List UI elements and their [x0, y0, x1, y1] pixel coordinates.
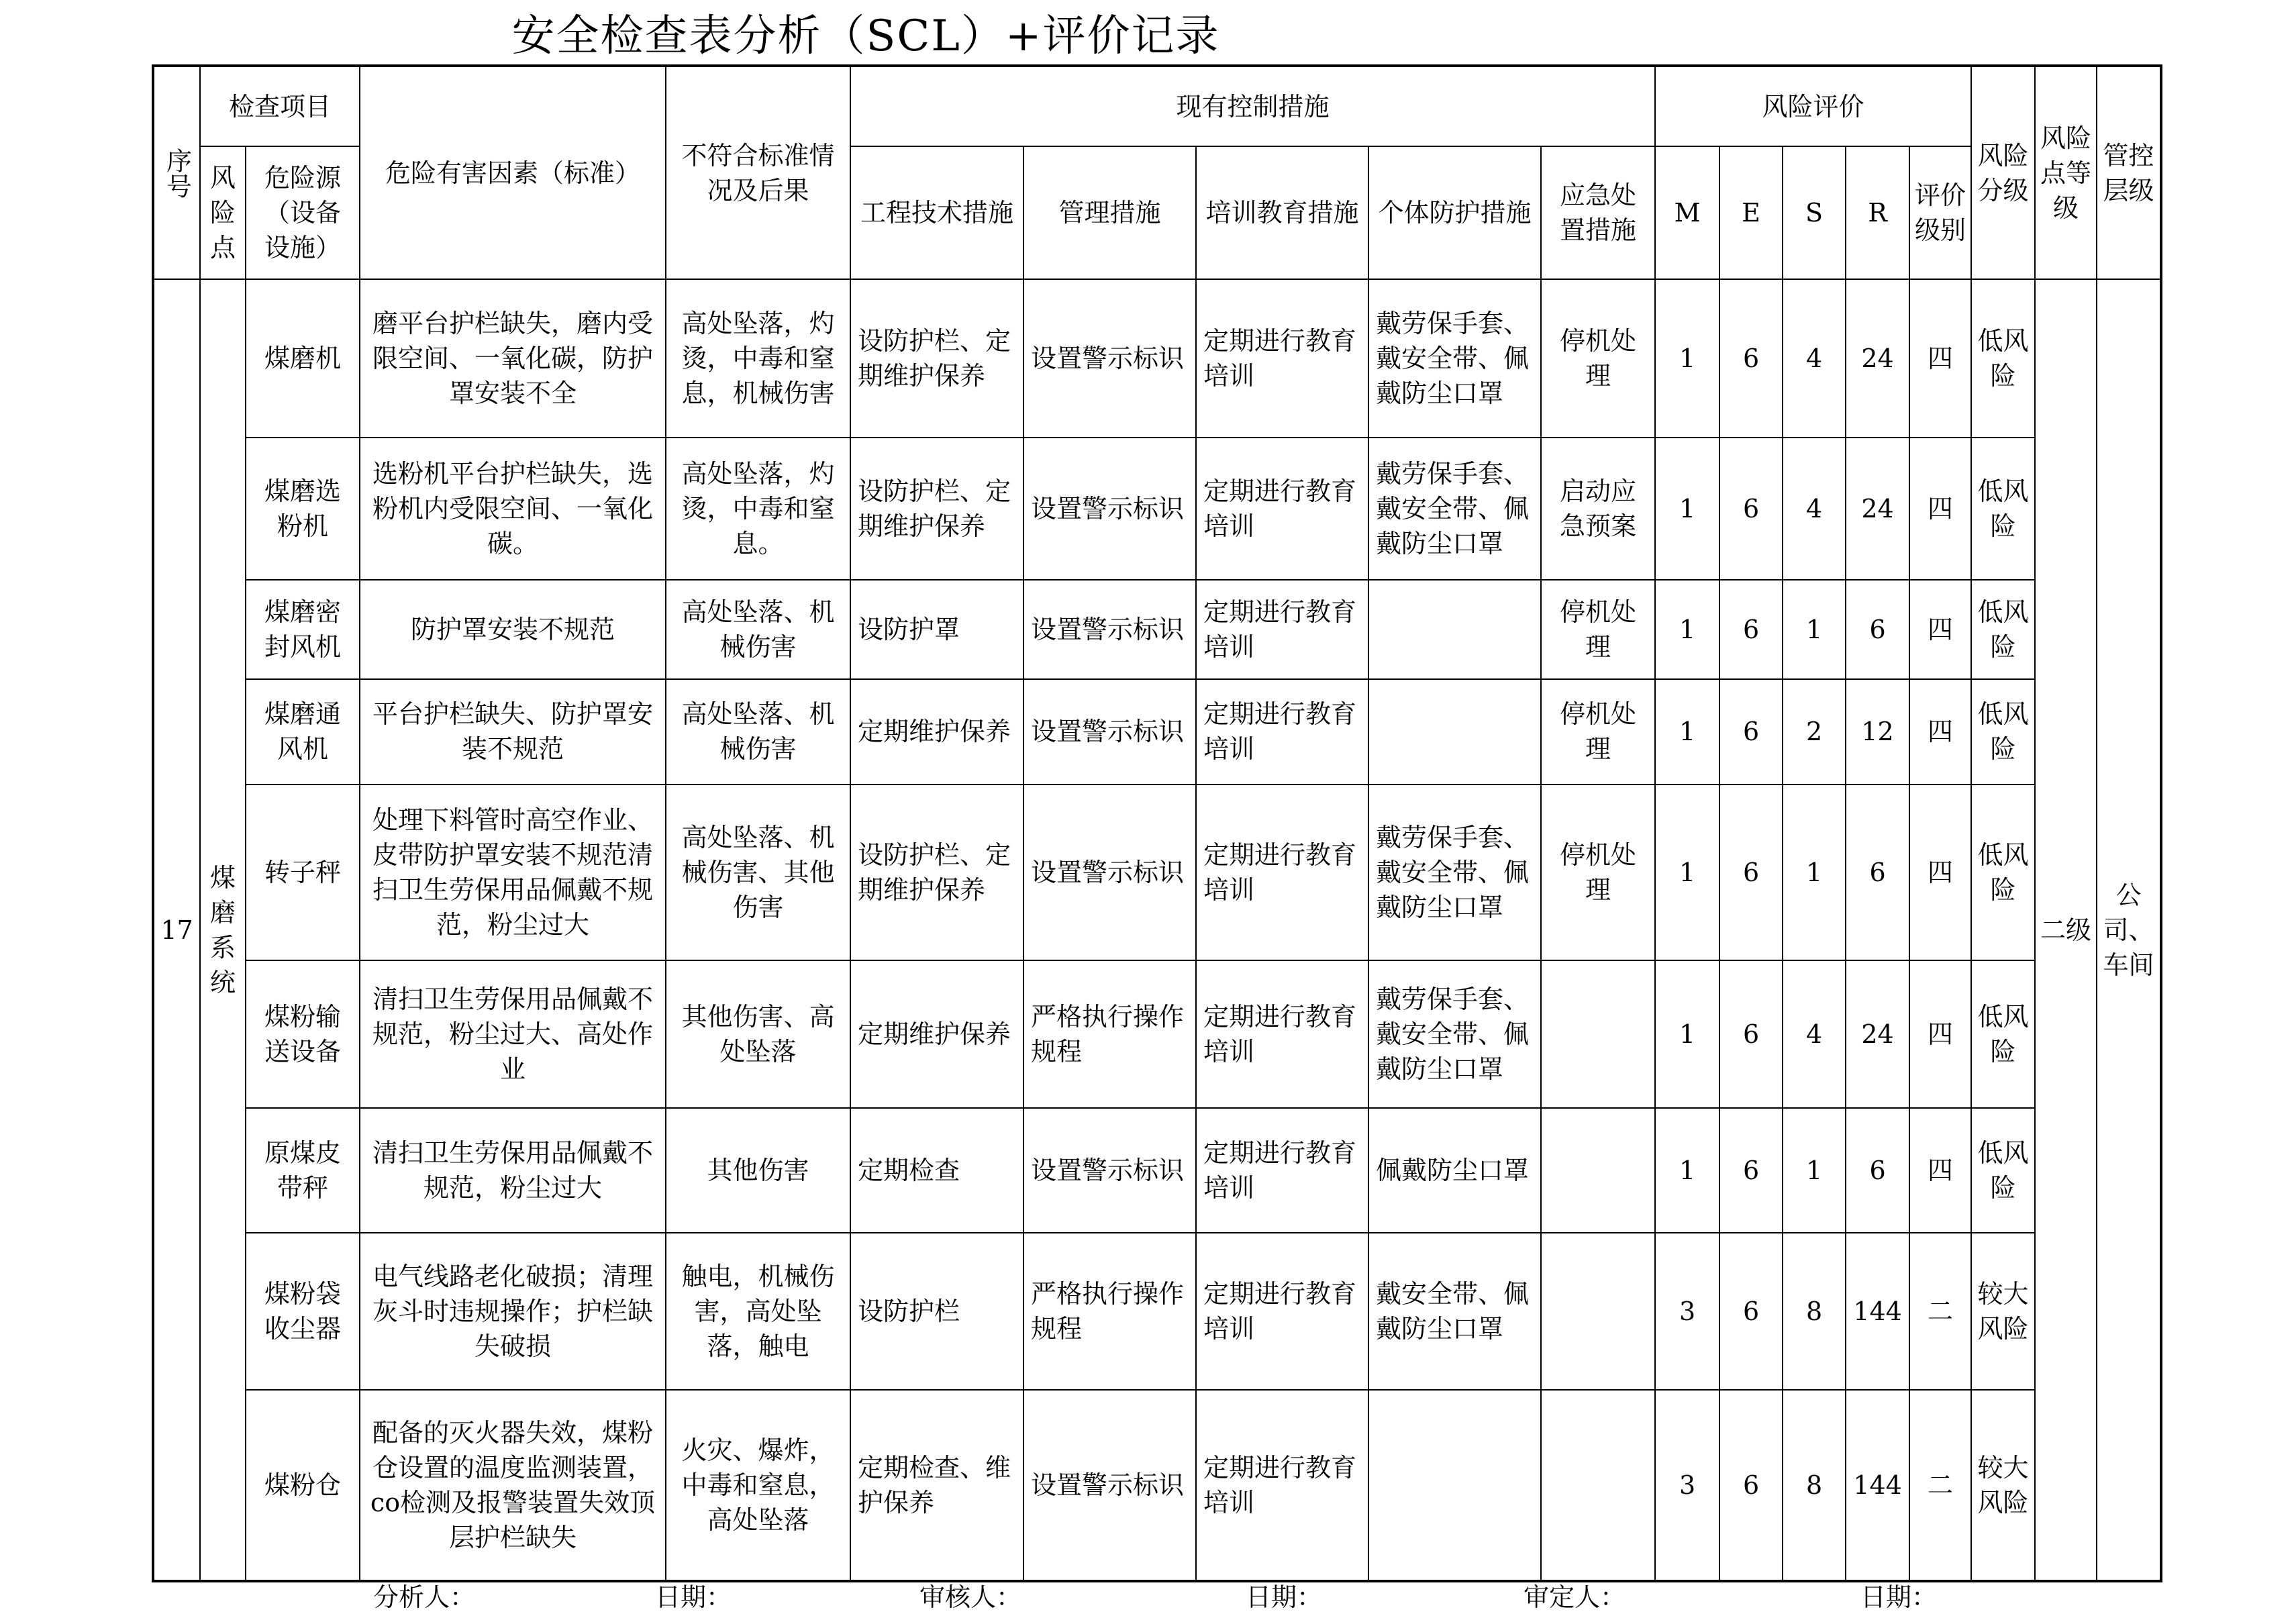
engineering-cell: 设防护罩: [850, 580, 1024, 678]
management-cell: 设置警示标识: [1024, 279, 1196, 438]
emergency-cell: [1541, 1108, 1655, 1233]
ppe-cell: [1368, 1390, 1541, 1581]
training-cell: 定期进行教育培训: [1196, 679, 1368, 785]
hazard-factor-cell: 平台护栏缺失、防护罩安装不规范: [360, 679, 666, 785]
table-row: [153, 1390, 2161, 1581]
header-nonconformity: 不符合标准情况及后果: [666, 66, 850, 279]
engineering-cell: 定期维护保养: [850, 960, 1024, 1108]
hazard-source-cell: 原煤皮带秤: [246, 1108, 360, 1233]
engineering-cell: 定期检查: [850, 1108, 1024, 1233]
s-cell: 1: [1783, 580, 1846, 678]
e-cell: 6: [1719, 785, 1783, 960]
e-cell: 6: [1719, 279, 1783, 438]
training-cell: 定期进行教育培训: [1196, 1108, 1368, 1233]
table-row: [153, 438, 2161, 580]
hazard-factor-cell: 配备的灭火器失效，煤粉仓设置的温度监测装置，co检测及报警装置失效顶层护栏缺失: [360, 1390, 666, 1581]
m-cell: 3: [1655, 1233, 1719, 1390]
emergency-cell: [1541, 960, 1655, 1108]
emergency-cell: 停机处理: [1541, 279, 1655, 438]
table-row: [153, 679, 2161, 785]
management-cell: 设置警示标识: [1024, 580, 1196, 678]
ppe-cell: 戴劳保手套、戴安全带、佩戴防尘口罩: [1368, 960, 1541, 1108]
r-cell: 24: [1846, 279, 1909, 438]
e-cell: 6: [1719, 1108, 1783, 1233]
header-engineering: 工程技术措施: [850, 146, 1024, 279]
training-cell: 定期进行教育培训: [1196, 960, 1368, 1108]
s-cell: 8: [1783, 1390, 1846, 1581]
header-e: E: [1719, 146, 1783, 279]
risk-grade-cell: 低风险: [1971, 1108, 2035, 1233]
footer-date-1: 日期：: [655, 1582, 732, 1612]
training-cell: 定期进行教育培训: [1196, 580, 1368, 678]
s-cell: 4: [1783, 279, 1846, 438]
header-training: 培训教育措施: [1196, 146, 1368, 279]
m-cell: 1: [1655, 438, 1719, 580]
header-r: R: [1846, 146, 1909, 279]
scl-table: [152, 64, 2162, 1582]
engineering-cell: 设防护栏、定期维护保养: [850, 279, 1024, 438]
consequence-cell: 高处坠落、机械伤害: [666, 679, 850, 785]
e-cell: 6: [1719, 1390, 1783, 1581]
m-cell: 3: [1655, 1390, 1719, 1581]
consequence-cell: 触电，机械伤害，高处坠落，触电: [666, 1233, 850, 1390]
r-cell: 24: [1846, 960, 1909, 1108]
table-row: [153, 279, 2161, 438]
hazard-source-cell: 煤磨机: [246, 279, 360, 438]
hazard-source-cell: 煤磨密封风机: [246, 580, 360, 678]
header-ppe: 个体防护措施: [1368, 146, 1541, 279]
header-risk-grade: 风险分级: [1971, 66, 2035, 279]
m-cell: 1: [1655, 580, 1719, 678]
header-management: 管理措施: [1024, 146, 1196, 279]
e-cell: 6: [1719, 679, 1783, 785]
emergency-cell: 停机处理: [1541, 679, 1655, 785]
emergency-cell: 启动应急预案: [1541, 438, 1655, 580]
eval-level-cell: 四: [1909, 785, 1971, 960]
hazard-source-cell: 煤粉输送设备: [246, 960, 360, 1108]
risk-grade-cell: 低风险: [1971, 279, 2035, 438]
hazard-source-cell: 转子秤: [246, 785, 360, 960]
table-row: [153, 960, 2161, 1108]
hazard-factor-cell: 选粉机平台护栏缺失，选粉机内受限空间、一氧化碳。: [360, 438, 666, 580]
footer-approver: 审定人：: [1524, 1582, 1626, 1612]
m-cell: 1: [1655, 679, 1719, 785]
table-row: [153, 580, 2161, 678]
s-cell: 4: [1783, 960, 1846, 1108]
header-hazard-factor: 危险有害因素（标准）: [360, 66, 666, 279]
training-cell: 定期进行教育培训: [1196, 1233, 1368, 1390]
s-cell: 1: [1783, 785, 1846, 960]
training-cell: 定期进行教育培训: [1196, 279, 1368, 438]
hazard-source-cell: 煤粉仓: [246, 1390, 360, 1581]
hazard-factor-cell: 清扫卫生劳保用品佩戴不规范，粉尘过大: [360, 1108, 666, 1233]
emergency-cell: [1541, 1390, 1655, 1581]
header-control-level: 管控层级: [2097, 66, 2161, 279]
m-cell: 1: [1655, 785, 1719, 960]
s-cell: 4: [1783, 438, 1846, 580]
e-cell: 6: [1719, 960, 1783, 1108]
eval-level-cell: 四: [1909, 580, 1971, 678]
risk-grade-cell: 较大风险: [1971, 1233, 2035, 1390]
signature-footer: [0, 1578, 2296, 1616]
hazard-source-cell: 煤磨选粉机: [246, 438, 360, 580]
ppe-cell: 戴劳保手套、戴安全带、佩戴防尘口罩: [1368, 279, 1541, 438]
risk-grade-cell: 低风险: [1971, 960, 2035, 1108]
engineering-cell: 定期维护保养: [850, 679, 1024, 785]
hazard-source-cell: 煤磨通风机: [246, 679, 360, 785]
hazard-factor-cell: 磨平台护栏缺失，磨内受限空间、一氧化碳，防护罩安装不全: [360, 279, 666, 438]
header-seq: 序号: [153, 66, 200, 279]
e-cell: 6: [1719, 1233, 1783, 1390]
header-risk-eval: 风险评价: [1655, 66, 1971, 146]
r-cell: 24: [1846, 438, 1909, 580]
ppe-cell: 戴劳保手套、戴安全带、佩戴防尘口罩: [1368, 438, 1541, 580]
hazard-source-cell: 煤粉袋收尘器: [246, 1233, 360, 1390]
management-cell: 设置警示标识: [1024, 679, 1196, 785]
r-cell: 6: [1846, 1108, 1909, 1233]
header-check-item: 检查项目: [200, 66, 360, 146]
header-s: S: [1783, 146, 1846, 279]
consequence-cell: 高处坠落、机械伤害: [666, 580, 850, 678]
r-cell: 144: [1846, 1390, 1909, 1581]
s-cell: 8: [1783, 1233, 1846, 1390]
header-controls: 现有控制措施: [850, 66, 1655, 146]
hazard-factor-cell: 电气线路老化破损；清理灰斗时违规操作；护栏缺失破损: [360, 1233, 666, 1390]
engineering-cell: 定期检查、维护保养: [850, 1390, 1024, 1581]
engineering-cell: 设防护栏、定期维护保养: [850, 785, 1024, 960]
e-cell: 6: [1719, 438, 1783, 580]
s-cell: 2: [1783, 679, 1846, 785]
consequence-cell: 高处坠落，灼烫，中毒和窒息。: [666, 438, 850, 580]
ppe-cell: 戴劳保手套、戴安全带、佩戴防尘口罩: [1368, 785, 1541, 960]
risk-grade-cell: 较大风险: [1971, 1390, 2035, 1581]
engineering-cell: 设防护栏、定期维护保养: [850, 438, 1024, 580]
training-cell: 定期进行教育培训: [1196, 438, 1368, 580]
table-row: [153, 785, 2161, 960]
emergency-cell: 停机处理: [1541, 785, 1655, 960]
header-point-grade: 风险点等级: [2035, 66, 2097, 279]
r-cell: 6: [1846, 785, 1909, 960]
training-cell: 定期进行教育培训: [1196, 785, 1368, 960]
consequence-cell: 高处坠落、机械伤害、其他伤害: [666, 785, 850, 960]
header-risk-point: 风险点: [200, 146, 246, 279]
consequence-cell: 高处坠落，灼烫，中毒和窒息，机械伤害: [666, 279, 850, 438]
risk-point-cell: 煤磨系统: [200, 279, 246, 1581]
footer-analyst: 分析人：: [373, 1582, 476, 1612]
eval-level-cell: 四: [1909, 960, 1971, 1108]
header-m: M: [1655, 146, 1719, 279]
r-cell: 6: [1846, 580, 1909, 678]
eval-level-cell: 四: [1909, 438, 1971, 580]
management-cell: 严格执行操作规程: [1024, 960, 1196, 1108]
management-cell: 严格执行操作规程: [1024, 1233, 1196, 1390]
consequence-cell: 其他伤害: [666, 1108, 850, 1233]
header-emergency: 应急处置措施: [1541, 146, 1655, 279]
e-cell: 6: [1719, 580, 1783, 678]
ppe-cell: 佩戴防尘口罩: [1368, 1108, 1541, 1233]
footer-date-3: 日期：: [1860, 1582, 1938, 1612]
table-row: [153, 1108, 2161, 1233]
r-cell: 144: [1846, 1233, 1909, 1390]
emergency-cell: 停机处理: [1541, 580, 1655, 678]
header-eval-level: 评价级别: [1909, 146, 1971, 279]
management-cell: 设置警示标识: [1024, 438, 1196, 580]
risk-grade-cell: 低风险: [1971, 679, 2035, 785]
risk-grade-cell: 低风险: [1971, 580, 2035, 678]
eval-level-cell: 四: [1909, 679, 1971, 785]
table-row: [153, 1233, 2161, 1390]
management-cell: 设置警示标识: [1024, 1108, 1196, 1233]
footer-reviewer: 审核人：: [919, 1582, 1022, 1612]
s-cell: 1: [1783, 1108, 1846, 1233]
management-cell: 设置警示标识: [1024, 785, 1196, 960]
training-cell: 定期进行教育培训: [1196, 1390, 1368, 1581]
hazard-factor-cell: 防护罩安装不规范: [360, 580, 666, 678]
eval-level-cell: 四: [1909, 279, 1971, 438]
emergency-cell: [1541, 1233, 1655, 1390]
m-cell: 1: [1655, 960, 1719, 1108]
eval-level-cell: 四: [1909, 1108, 1971, 1233]
hazard-factor-cell: 清扫卫生劳保用品佩戴不规范，粉尘过大、高处作业: [360, 960, 666, 1108]
page-title: 安全检查表分析（SCL）+评价记录: [511, 11, 1220, 61]
ppe-cell: [1368, 580, 1541, 678]
r-cell: 12: [1846, 679, 1909, 785]
ppe-cell: 戴安全带、佩戴防尘口罩: [1368, 1233, 1541, 1390]
eval-level-cell: 二: [1909, 1233, 1971, 1390]
consequence-cell: 火灾、爆炸，中毒和窒息，高处坠落: [666, 1390, 850, 1581]
consequence-cell: 其他伤害、高处坠落: [666, 960, 850, 1108]
management-cell: 设置警示标识: [1024, 1390, 1196, 1581]
header-hazard-source: 危险源（设备设施）: [246, 146, 360, 279]
footer-date-2: 日期：: [1246, 1582, 1323, 1612]
seq-cell: 17: [153, 279, 200, 1581]
ppe-cell: [1368, 679, 1541, 785]
risk-grade-cell: 低风险: [1971, 438, 2035, 580]
m-cell: 1: [1655, 279, 1719, 438]
hazard-factor-cell: 处理下料管时高空作业、皮带防护罩安装不规范清扫卫生劳保用品佩戴不规范，粉尘过大: [360, 785, 666, 960]
control-level-cell: 公司、车间: [2097, 279, 2161, 1581]
engineering-cell: 设防护栏: [850, 1233, 1024, 1390]
point-grade-cell: 二级: [2035, 279, 2097, 1581]
eval-level-cell: 二: [1909, 1390, 1971, 1581]
m-cell: 1: [1655, 1108, 1719, 1233]
risk-grade-cell: 低风险: [1971, 785, 2035, 960]
